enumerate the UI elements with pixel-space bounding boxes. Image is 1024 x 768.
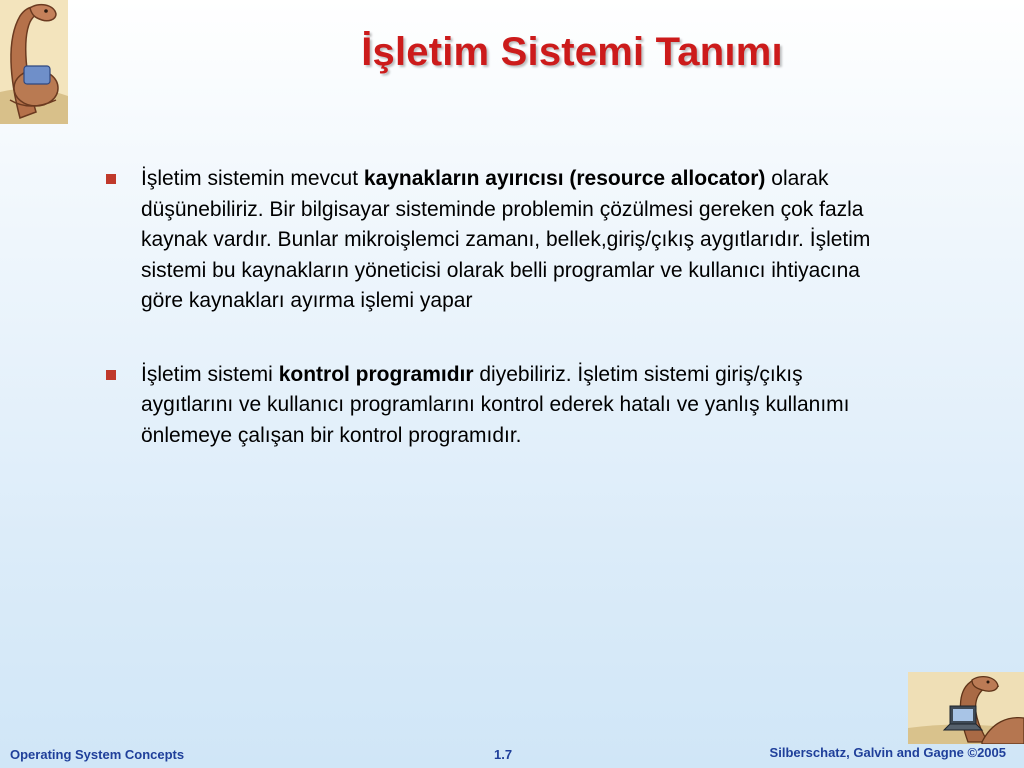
bullet-text-bold: kontrol programıdır [278,362,474,386]
bullet-text-after: olarak düşünebiliriz. Bir bilgisayar sisteminde problemin çözülmesi gereken çok fazla kaynak vardır. Bunlar mikroişlemci zamanı, bellek,giriş/çıkış aygıtlarıdır. İşletim sistemi bu kaynakların yöneticisi olarak belli programlar ve kullanıcı ihtiyacına göre kaynakları ayırma işlemi yapar [141,167,871,312]
bullet-list [100,164,900,451]
bullet-square-icon [106,370,116,380]
list-item [100,360,900,452]
bullet-text-before: İşletim sistemi [141,362,279,386]
footer-authors: Silberschatz, Galvin and Gagne ©2005 [769,745,1006,760]
list-item [100,164,900,317]
bullet-text-after: diyebiliriz. İşletim sistemi giriş/çıkış aygıtlarını ve kullanıcı programlarını kontrol ederek hatalı ve yanlış kullanımı önlemeye çalışan bir kontrol programıdır. [141,362,850,447]
bullet-text-bold: kaynakların ayırıcısı (resource allocator) [363,167,766,190]
dinosaur-logo-icon [0,0,68,124]
footer-book-title: Operating System Concepts [10,747,185,762]
footer-page-number: 1.7 [494,747,513,762]
page-title: İşletim Sistemi Tanımı [361,30,783,74]
dinosaur-laptop-logo-icon [908,672,1024,744]
bullet-square-icon [106,174,116,184]
bullet-text-before: İşletim sistemin mevcut [141,167,364,190]
